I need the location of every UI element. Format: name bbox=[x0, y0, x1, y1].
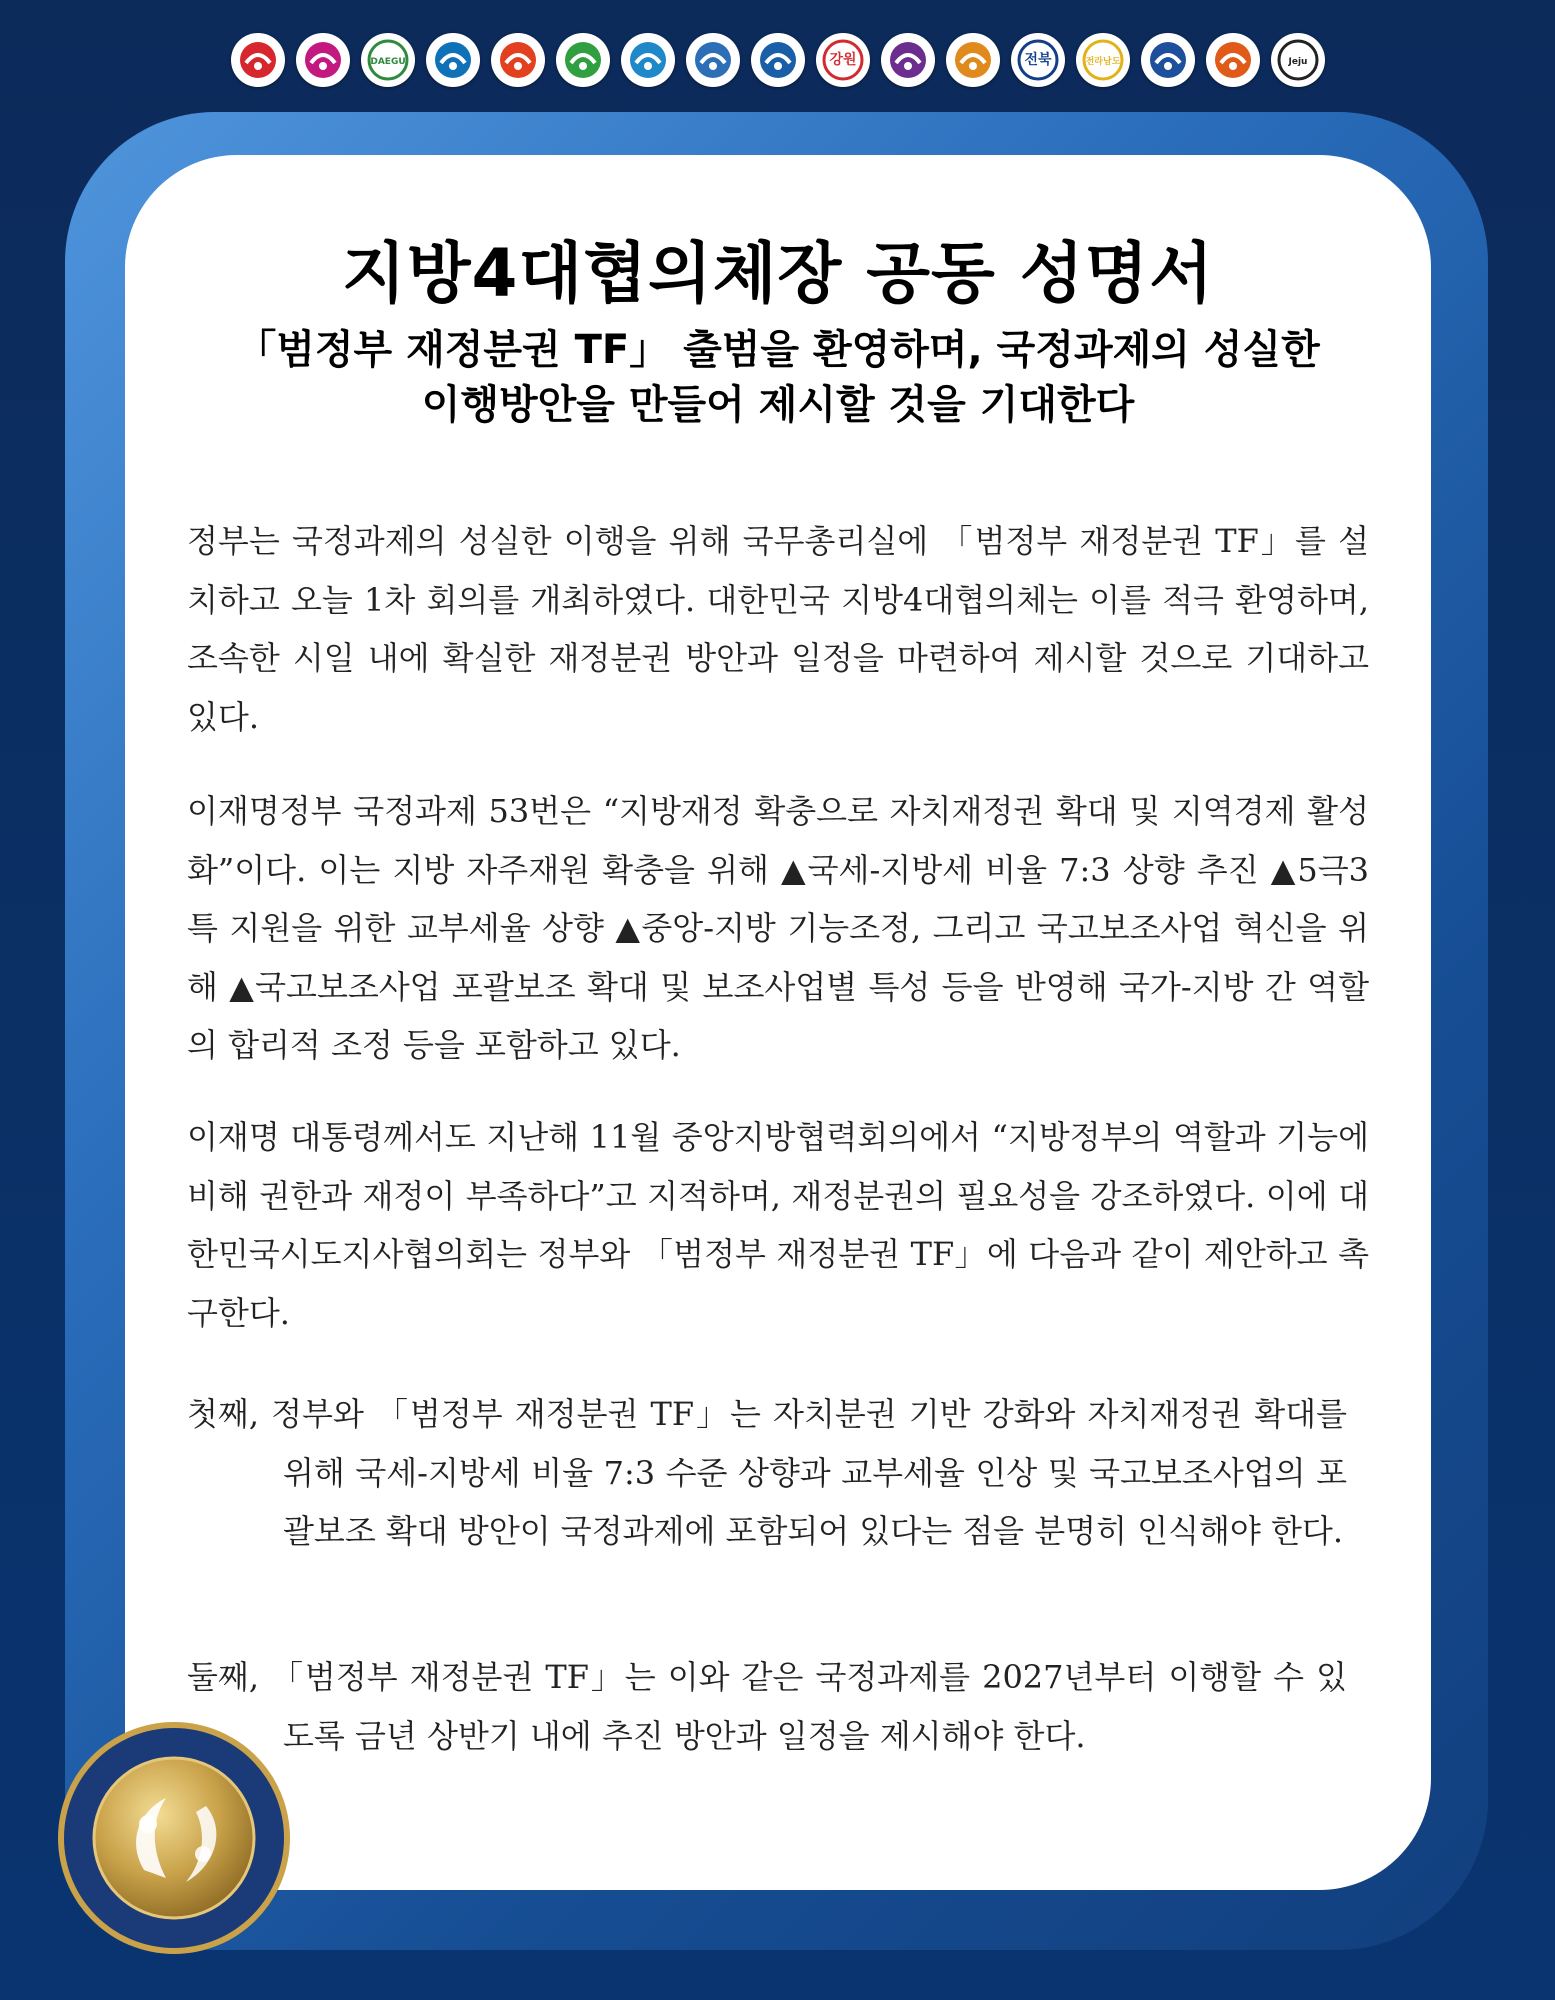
association-seal-icon bbox=[56, 1720, 292, 1956]
demand-item-2: 둘째, 「범정부 재정분권 TF」는 이와 같은 국정과제를 2027년부터 이행할 수 있도록 금년 상반기 내에 추진 방안과 일정을 제시해야 한다. bbox=[187, 1658, 1347, 1755]
svg-text:강원: 강원 bbox=[828, 52, 857, 68]
gwangju-emblem-icon bbox=[491, 33, 545, 87]
paragraph-2: 이재명정부 국정과제 53번은 “지방재정 확충으로 자치재정권 확대 및 지역경제 활성화”이다. 이는 지방 자주재원 확충을 위해 ▲국세-지방세 비율 7:3 상향 추진 ▲5극3특 지원을 위한 교부세율 상향 ▲중앙-지방 기능조정, 그리고 국고보조사업 혁신을 위해 ▲국고보조사업 포괄보조 확대 및 보조사업별 특성 등을 반영해 국가-지방 간 역할의 합리적 조정 등을 포함하고 있다. bbox=[187, 792, 1369, 1064]
ulsan-emblem-icon bbox=[621, 33, 675, 87]
incheon-emblem-icon bbox=[426, 33, 480, 87]
subtitle-line-2: 이행방안을 만들어 제시할 것을 기대한다 bbox=[421, 382, 1135, 428]
svg-text:전라남도: 전라남도 bbox=[1085, 57, 1120, 67]
busan-emblem-icon bbox=[296, 33, 350, 87]
chungbuk-emblem-icon bbox=[881, 33, 935, 87]
gyeongbuk-emblem-icon bbox=[1141, 33, 1195, 87]
paragraph-1: 정부는 국정과제의 성실한 이행을 위해 국무총리실에 「범정부 재정분권 TF」를 설치하고 오늘 1차 회의를 개최하였다. 대한민국 지방4대협의체는 이를 적극 환영하며, 조속한 시일 내에 확실한 재정분권 방안과 일정을 마련하여 제시할 것으로 기대하고 있다. bbox=[187, 522, 1369, 736]
page-title: 지방4대협의체장 공동 성명서 bbox=[342, 235, 1214, 312]
svg-text:DAEGU: DAEGU bbox=[369, 57, 406, 67]
member-emblem-row bbox=[0, 33, 1555, 89]
gyeongnam-emblem-icon bbox=[1206, 33, 1260, 87]
svg-text:전북: 전북 bbox=[1023, 52, 1052, 68]
paragraph-3: 이재명 대통령께서도 지난해 11월 중앙지방협력회의에서 “지방정부의 역할과 기능에 비해 권한과 재정이 부족하다”고 지적하며, 재정분권의 필요성을 강조하였다. 이에 대한민국시도지사협의회는 정부와 「범정부 재정분권 TF」에 다음과 같이 제안하고 촉구한다. bbox=[187, 1118, 1369, 1332]
jeonbuk-emblem-icon bbox=[1011, 33, 1065, 87]
seoul-emblem-icon bbox=[231, 33, 285, 87]
chungnam-emblem-icon bbox=[946, 33, 1000, 87]
daegu-emblem-icon bbox=[361, 33, 415, 87]
jeonnam-emblem-icon bbox=[1076, 33, 1130, 87]
daejeon-emblem-icon bbox=[556, 33, 610, 87]
jeju-emblem-icon bbox=[1271, 33, 1325, 87]
gangwon-emblem-icon bbox=[816, 33, 870, 87]
gyeonggi-emblem-icon bbox=[751, 33, 805, 87]
svg-text:Jeju: Jeju bbox=[1288, 57, 1307, 67]
demand-item-1: 첫째, 정부와 「범정부 재정분권 TF」는 자치분권 기반 강화와 자치재정권 확대를 위해 국세-지방세 비율 7:3 수준 상향과 교부세율 인상 및 국고보조사업의 포괄보조 확대 방안이 국정과제에 포함되어 있다는 점을 분명히 인식해야 한다. bbox=[187, 1395, 1347, 1550]
subtitle-line-1: 「범정부 재정분권 TF」 출범을 환영하며, 국정과제의 성실한 bbox=[236, 327, 1320, 373]
subtitle bbox=[125, 323, 1431, 433]
sejong-emblem-icon bbox=[686, 33, 740, 87]
